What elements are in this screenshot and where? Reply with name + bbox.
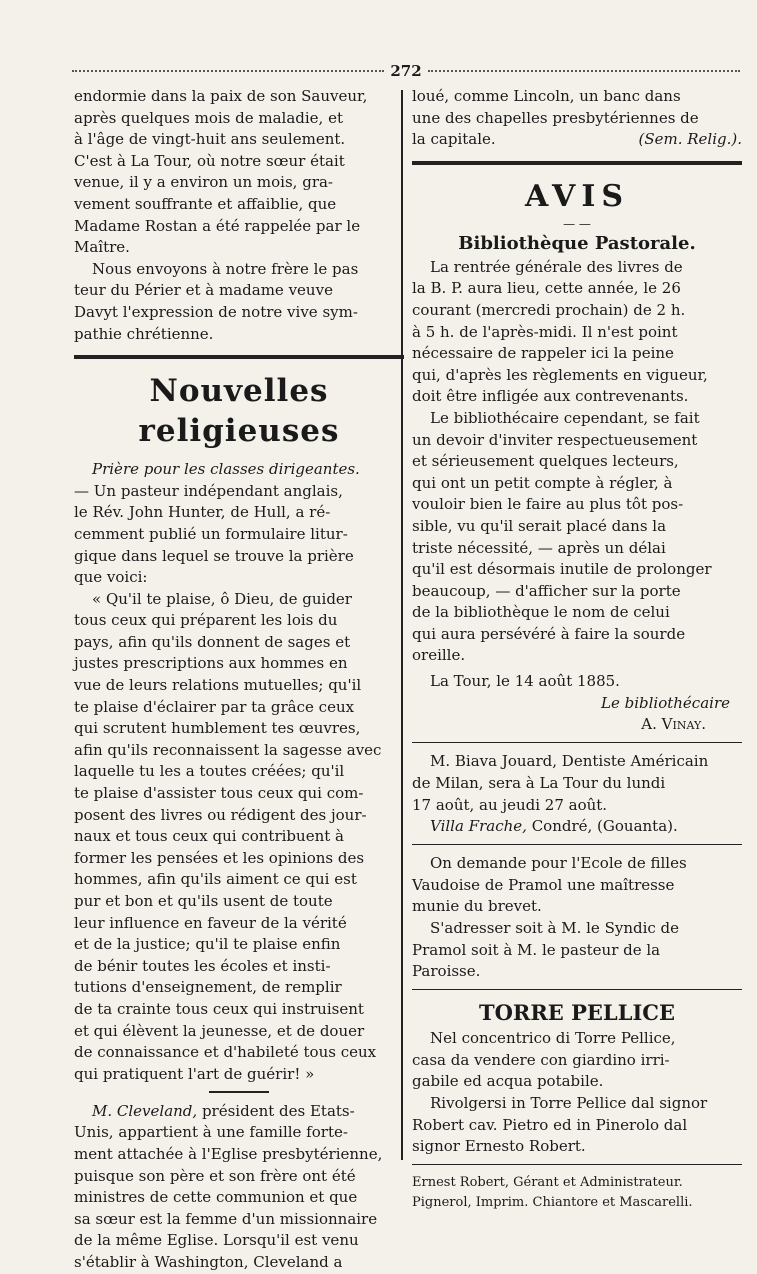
line: à 5 h. de l'après-midi. Il n'est point: [412, 322, 678, 341]
line: qui aura persévéré à faire la sourde: [412, 624, 686, 643]
line: une des chapelles presbytériennes de: [412, 108, 699, 127]
line: On demande pour l'Ecole de filles: [430, 854, 687, 873]
line: hommes, afin qu'ils aiment ce qui est: [74, 870, 357, 889]
line: Nel concentrico di Torre Pellice,: [430, 1029, 676, 1048]
line: leur influence en faveur de la vérité: [74, 913, 347, 932]
page-number: 272: [390, 62, 422, 80]
line: qui pratiquent l'art de guérir! »: [74, 1064, 315, 1083]
line: — Un pasteur indépendant anglais,: [74, 481, 343, 500]
line: et de la justice; qu'il te plaise enfin: [74, 935, 341, 954]
obituary-text: [74, 86, 404, 345]
line: Vaudoise de Pramol une maîtresse: [412, 875, 675, 894]
line: sible, vu qu'il serait placé dans la: [412, 516, 667, 535]
line: qui scrutent humblement tes œuvres,: [74, 719, 361, 738]
line-text: président des Etats-: [201, 1101, 355, 1120]
line: qui, d'après les règlements en vigueur,: [412, 365, 708, 384]
line: le Rév. John Hunter, de Hull, a ré-: [74, 503, 331, 522]
line: tutions d'enseignement, de remplir: [74, 978, 342, 997]
line: M. Biava Jouard, Dentiste Américain: [430, 752, 709, 771]
line: venue, il y a environ un mois, gra-: [74, 173, 333, 192]
line: S'adresser soit à M. le Syndic de: [430, 919, 680, 937]
line: te plaise d'assister tous ceux qui com-: [74, 784, 364, 803]
left-column: [74, 86, 404, 1274]
line: un devoir d'inviter respectueusement: [412, 430, 698, 449]
line: ment attachée à l'Eglise presbytérienne,: [74, 1145, 383, 1164]
continued-article: [412, 86, 742, 151]
section-title: Nouvelles religieuses: [138, 373, 340, 450]
line: ministres de cette communion et que: [74, 1188, 358, 1207]
section-divider: [412, 161, 742, 165]
line: Paroisse.: [412, 962, 481, 981]
line: puisque son père et son frère ont été: [74, 1166, 356, 1185]
line: que voici:: [74, 568, 148, 587]
line: teur du Périer et à madame veuve: [74, 281, 333, 300]
line: Nous envoyons à notre frère le pas: [92, 259, 359, 278]
page-header: [72, 62, 740, 80]
dentiste-notice: [412, 751, 742, 837]
line: gabile ed acqua potabile.: [412, 1072, 604, 1091]
section-divider: [74, 355, 404, 359]
line: de Milan, sera à La Tour du lundi: [412, 773, 666, 792]
line: qui ont un petit compte à régler, à: [412, 473, 673, 492]
ecole-notice: [412, 853, 742, 983]
line: signor Ernesto Robert.: [412, 1137, 586, 1156]
imprimerie-line: Pignerol, Imprim. Chiantore et Mascarelli.: [412, 1195, 693, 1211]
line-text: Condré, (Gouanta).: [531, 817, 678, 836]
line: Maître.: [74, 238, 130, 257]
line: Le bibliothécaire cependant, se fait: [430, 408, 700, 427]
source-citation: (Sem. Relig.).: [638, 130, 742, 149]
date-line: La Tour, le 14 août 1885.: [430, 672, 620, 691]
line: endormie dans la paix de son Sauveur,: [74, 87, 368, 105]
line: à l'âge de vingt-huit ans seulement.: [74, 130, 346, 149]
line: de connaissance et d'habileté tous ceux: [74, 1043, 377, 1062]
line: de bénir toutes les écoles et insti-: [74, 956, 331, 975]
line: et sérieusement quelques lecteurs,: [412, 452, 679, 471]
line: de la bibliothèque le nom de celui: [412, 603, 670, 622]
line: Pramol soit à M. le pasteur de la: [412, 940, 661, 959]
line: pathie chrétienne.: [74, 324, 214, 343]
signature-name: A. Vinay.: [641, 715, 706, 734]
line: justes prescriptions aux hommes en: [74, 654, 348, 673]
line: La rentrée générale des livres de: [430, 257, 683, 276]
line: afin qu'ils reconnaissent la sagesse avec: [74, 740, 382, 759]
line: munie du brevet.: [412, 897, 542, 916]
line: courant (mercredi prochain) de 2 h.: [412, 300, 686, 319]
line: « Qu'il te plaise, ô Dieu, de guider: [92, 589, 352, 608]
line: doit être infligée aux contrevenants.: [412, 387, 689, 406]
line: te plaise d'éclairer par ta grâce ceux: [74, 697, 355, 716]
header-rule-left: [72, 70, 384, 72]
line: pays, afin qu'ils donnent de sages et: [74, 632, 351, 651]
line: tous ceux qui préparent les lois du: [74, 611, 338, 630]
line: 17 août, au jeudi 27 août.: [412, 795, 608, 814]
line: former les pensées et les opinions des: [74, 848, 365, 867]
cleveland-name: M. Cleveland,: [92, 1101, 198, 1120]
line: naux et tous ceux qui contribuent à: [74, 827, 344, 846]
line: vouloir bien le faire au plus tôt pos-: [412, 495, 684, 514]
article-heading: Prière pour les classes dirigeantes.: [92, 460, 360, 479]
line: pur et bon et qu'ils usent de toute: [74, 892, 333, 910]
line: C'est à La Tour, où notre sœur était: [74, 151, 345, 170]
line: s'établir à Washington, Cleveland a: [74, 1253, 343, 1271]
line: de ta crainte tous ceux qui instruisent: [74, 999, 364, 1018]
villa-name: Villa Frache,: [430, 817, 527, 836]
line-text: la capitale.: [412, 130, 496, 149]
line: oreille.: [412, 646, 466, 665]
line: triste nécessité, — après un délai: [412, 538, 666, 557]
biblio-notice: [412, 257, 742, 736]
torre-notice: [412, 1028, 742, 1158]
line: laquelle tu les a toutes créées; qu'il: [74, 762, 345, 781]
notice-divider: [412, 844, 742, 846]
line: beaucoup, — d'afficher sur la porte: [412, 581, 681, 600]
notice-divider: [412, 989, 742, 991]
line: [74, 1101, 404, 1123]
line: la B. P. aura lieu, cette année, le 26: [412, 279, 681, 298]
line: posent des livres ou rédigent des jour-: [74, 805, 367, 824]
line: [412, 816, 742, 838]
line: cemment publié un formulaire litur-: [74, 524, 348, 543]
avis-title: AVIS: [524, 178, 630, 214]
footer-divider: [412, 1164, 742, 1166]
line: nécessaire de rappeler ici la peine: [412, 344, 674, 363]
header-rule-right: [428, 70, 740, 72]
dash-ornament: — —: [563, 216, 591, 231]
line: et qui élèvent la jeunesse, et de douer: [74, 1021, 365, 1040]
line: Madame Rostan a été rappelée par le: [74, 216, 361, 235]
line: qu'il est désormais inutile de prolonger: [412, 560, 712, 579]
biblio-title: Bibliothèque Pastorale.: [458, 232, 696, 254]
torre-title: TORRE PELLICE: [478, 1000, 675, 1026]
line: sa sœur est la femme d'un missionnaire: [74, 1209, 378, 1228]
line: de la même Eglise. Lorsqu'il est venu: [74, 1231, 359, 1250]
signature-role: Le bibliothécaire: [601, 693, 730, 712]
line: loué, comme Lincoln, un banc dans: [412, 87, 681, 105]
priere-article: [74, 459, 404, 1085]
cleveland-article: [74, 1101, 404, 1274]
notice-divider: [412, 742, 742, 744]
line: Davyt l'expression de notre vive sym-: [74, 302, 358, 321]
line: Robert cav. Pietro ed in Pinerolo dal: [412, 1115, 688, 1134]
line: casa da vendere con giardino irri-: [412, 1050, 670, 1069]
right-column: [412, 86, 742, 1213]
line: Unis, appartient à une famille forte-: [74, 1123, 348, 1142]
line: [412, 129, 742, 151]
gerant-line: Ernest Robert, Gérant et Administrateur.: [412, 1175, 683, 1191]
line: gique dans lequel se trouve la prière: [74, 546, 354, 565]
line: vement souffrante et affaiblie, que: [74, 194, 337, 213]
line: vue de leurs relations mutuelles; qu'il: [74, 676, 362, 695]
line: Rivolgersi in Torre Pellice dal signor: [430, 1094, 708, 1113]
line: après quelques mois de maladie, et: [74, 108, 343, 127]
article-separator: [209, 1091, 269, 1093]
